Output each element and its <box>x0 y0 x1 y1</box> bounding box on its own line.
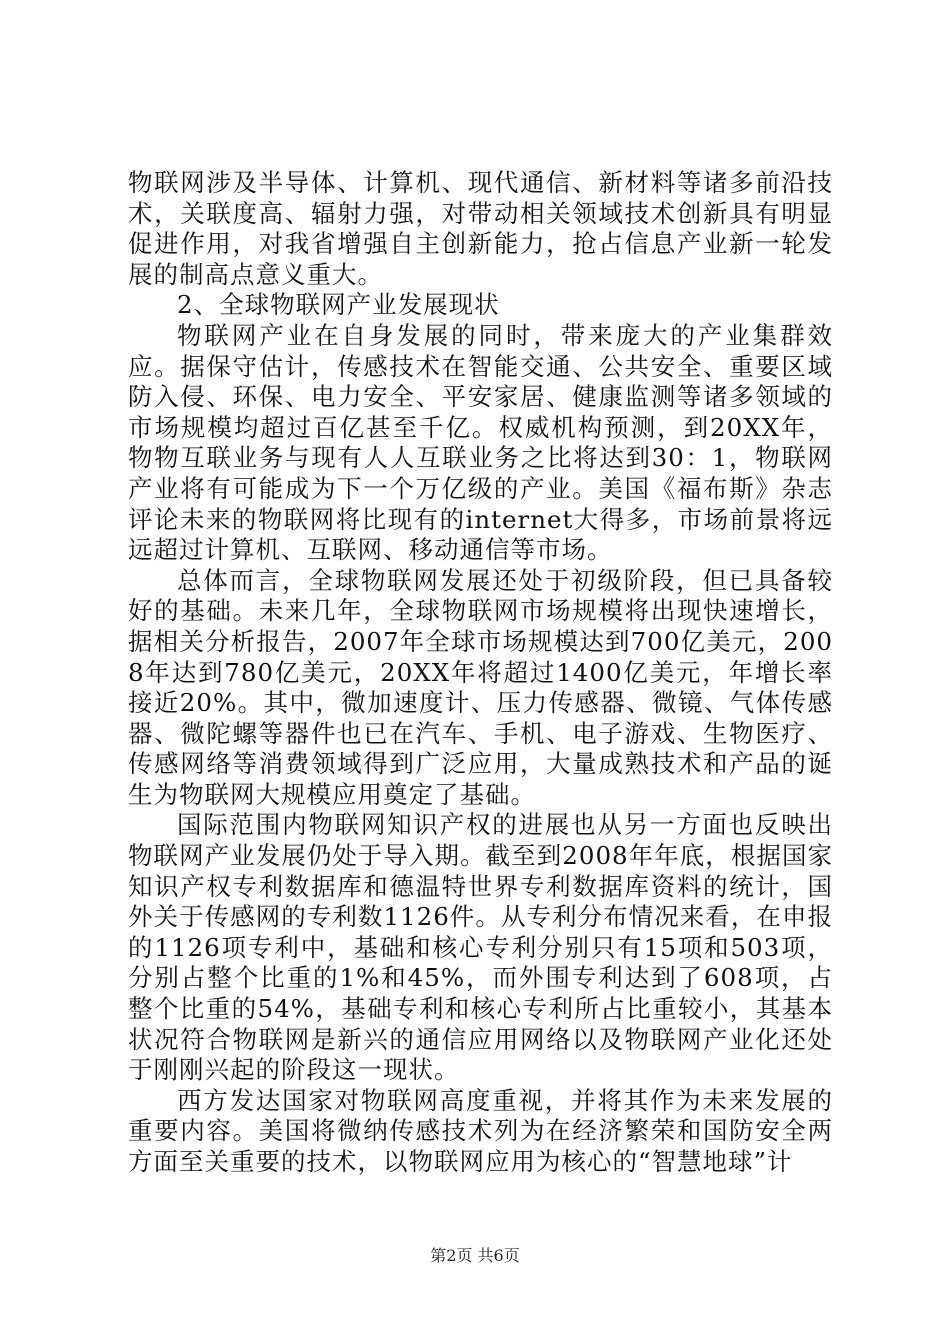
page-number-footer: 第2页 共6页 <box>430 1246 520 1265</box>
paragraph-western-countries: 西方发达国家对物联网高度重视，并将其作为未来发展的重要内容。美国将微纳传感技术列为在经济繁荣和国防安全两方面至关重要的技术，以物联网应用为核心的“智慧地球”计 <box>128 1085 833 1176</box>
paragraph-global-overview: 总体而言，全球物联网发展还处于初级阶段，但已具备较好的基础。未来几年，全球物联网市场规模将出现快速增长，据相关分析报告，2007年全球市场规模达到700亿美元，2008年达到780亿美元，20XX年将超过1400亿美元，年增长率接近20%。其中，微加速度计、压力传感器、微镜、气体传感器、微陀螺等器件也已在汽车、手机、电子游戏、生物医疗、传感网络等消费领域得到广泛应用，大量成熟技术和产品的诞生为物联网大规模应用奠定了基础。 <box>128 565 833 809</box>
paragraph-industry-effect: 物联网产业在自身发展的同时，带来庞大的产业集群效应。据保守估计，传感技术在智能交通、公共安全、重要区域防入侵、环保、电力安全、平安家居、健康监测等诸多领域的市场规模均超过百亿甚至千亿。权威机构预测，到20XX年，物物互联业务与现有人人互联业务之比将达到30：1，物联网产业将有可能成为下一个万亿级的产业。美国《福布斯》杂志评论未来的物联网将比现有的internet大得多，市场前景将远远超过计算机、互联网、移动通信等市场。 <box>128 320 833 565</box>
paragraph-patents: 国际范围内物联网知识产权的进展也从另一方面也反映出物联网产业发展仍处于导入期。截至到2008年年底，根据国家知识产权专利数据库和德温特世界专利数据库资料的统计，国外关于传感网的专利数1126件。从专利分布情况来看，在申报的1126项专利中，基础和核心专利分别只有15项和503项，分别占整个比重的1%和45%，而外围专利达到了608项，占整个比重的54%，基础专利和核心专利所占比重较小，其基本状况符合物联网是新兴的通信应用网络以及物联网产业化还处于刚刚兴起的阶段这一现状。 <box>128 810 833 1085</box>
document-body <box>128 0 833 1178</box>
paragraph-continuation: 物联网涉及半导体、计算机、现代通信、新材料等诸多前沿技术，关联度高、辐射力强，对带动相关领域技术创新具有明显促进作用，对我省增强自主创新能力，抢占信息产业新一轮发展的制高点意义重大。 <box>128 168 833 289</box>
section-heading: 2、全球物联网产业发展现状 <box>177 290 500 320</box>
